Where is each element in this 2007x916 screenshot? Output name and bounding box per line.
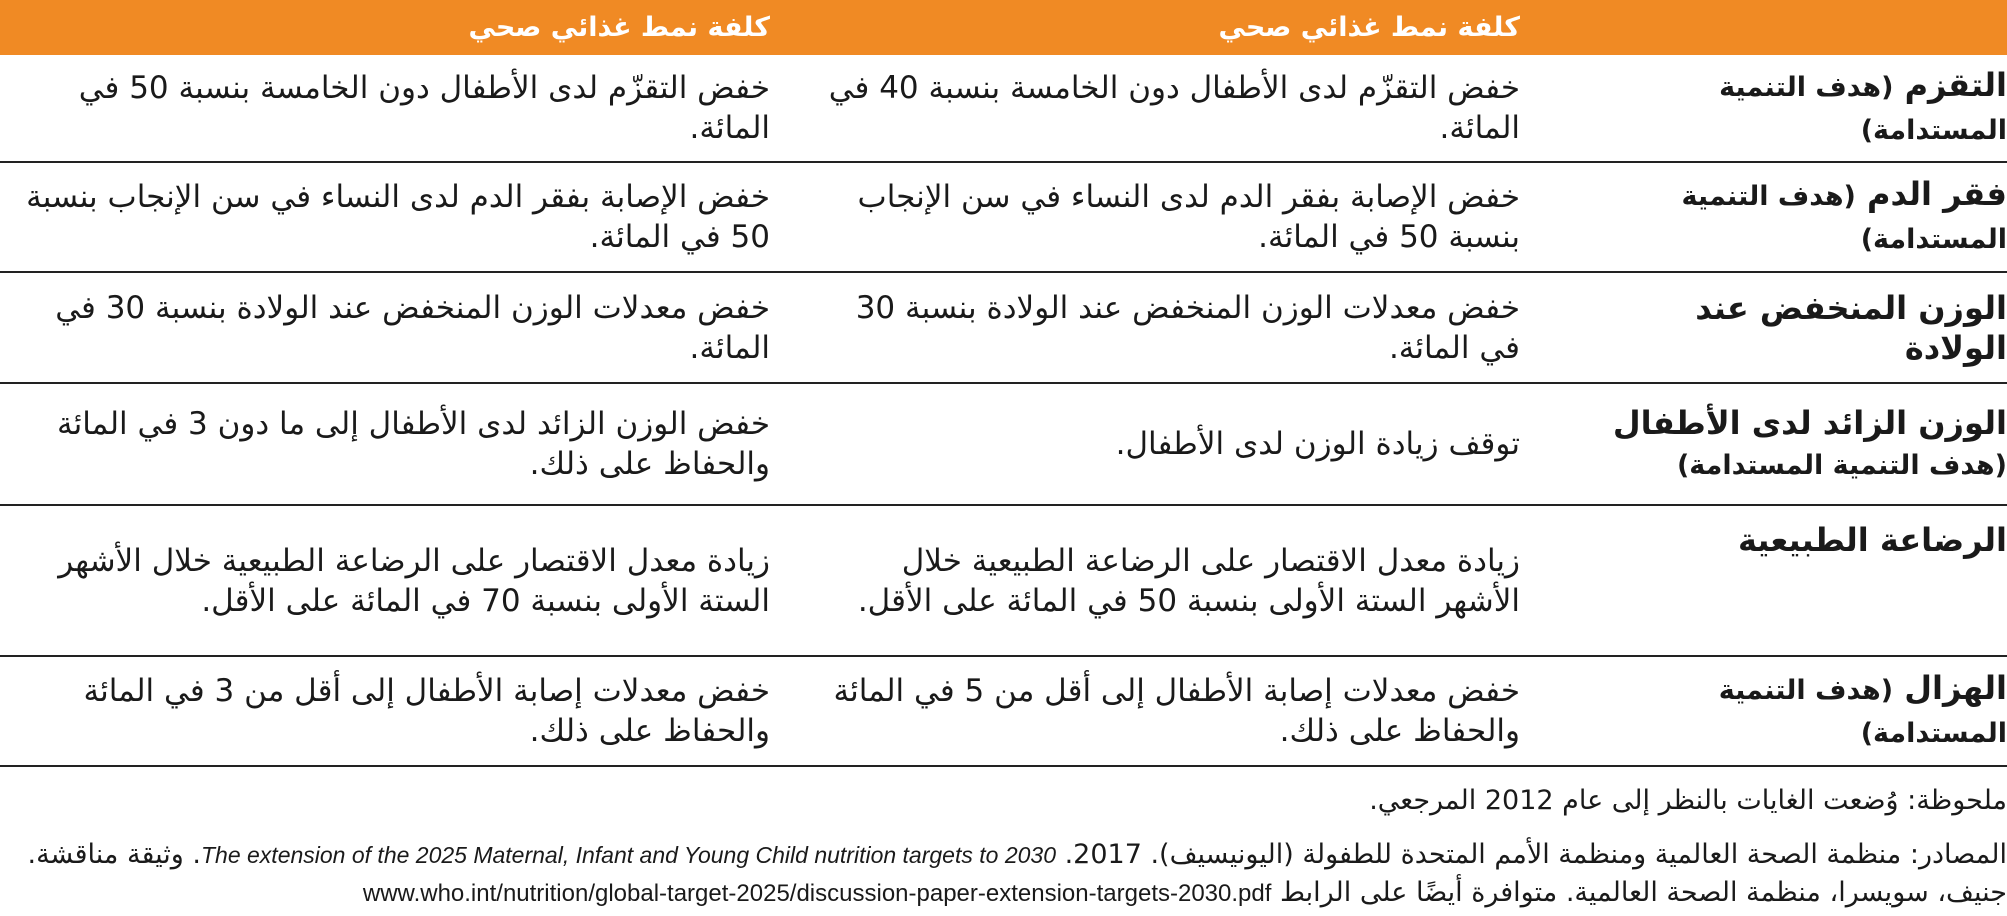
row-label-title: الوزن الزائد لدى الأطفال — [1612, 403, 2007, 442]
header-label-column — [1554, 0, 2007, 55]
table-row — [0, 383, 2007, 505]
target-2030-cell: خفض معدلات إصابة الأطفال إلى أقل من 3 في المائة والحفاظ على ذلك. — [83, 673, 770, 749]
table-row — [0, 656, 2007, 766]
target-2025-cell: خفض معدلات إصابة الأطفال إلى أقل من 5 في المائة والحفاظ على ذلك. — [833, 673, 1520, 749]
target-2025-cell: خفض الإصابة بفقر الدم لدى النساء في سن الإنجاب بنسبة 50 في المائة. — [857, 179, 1520, 255]
target-2030-cell: خفض التقزّم لدى الأطفال دون الخامسة بنسبة 50 في المائة. — [78, 70, 770, 146]
row-label-title: الوزن المنخفض عند الولادة — [1695, 288, 2007, 367]
target-2025-cell: توقف زيادة الوزن لدى الأطفال. — [1115, 426, 1520, 462]
target-2030-cell: زيادة معدل الاقتصار على الرضاعة الطبيعية خلال الأشهر الستة الأولى بنسبة 70 في المائة على الأقل. — [58, 542, 770, 619]
source-url-link[interactable]: www.who.int/nutrition/global-target-2025/discussion-paper-extension-targets-2030.pdf — [362, 880, 1272, 907]
table-header — [0, 0, 2007, 55]
target-2030-cell: خفض معدلات الوزن المنخفض عند الولادة بنسبة 30 في المائة. — [55, 289, 770, 366]
target-2025-cell: خفض معدلات الوزن المنخفض عند الولادة بنسبة 30 في المائة. — [855, 289, 1520, 366]
header-row — [0, 0, 2007, 55]
row-label-note: (هدف التنمية المستدامة) — [1676, 449, 2007, 481]
table-notes — [0, 782, 2007, 913]
row-label — [1554, 383, 2007, 505]
header-target-2025: كلفة نمط غذائي صحي — [804, 0, 1554, 55]
row-label-title: التقزم — [1904, 66, 2007, 104]
row-label-note: (هدف التنمية المستدامة) — [1719, 72, 2007, 146]
row-label-note: (هدف التنمية المستدامة) — [1681, 181, 2007, 255]
row-label — [1554, 272, 2007, 383]
table-body — [0, 55, 2007, 766]
target-2030-cell: خفض الإصابة بفقر الدم لدى النساء في سن الإنجاب بنسبة 50 في المائة. — [26, 179, 770, 255]
row-label-title: الرضاعة الطبيعية — [1737, 521, 2007, 559]
target-2030-cell: خفض الوزن الزائد لدى الأطفال إلى ما دون 3 في المائة والحفاظ على ذلك. — [56, 406, 770, 482]
row-label — [1554, 505, 2007, 656]
target-2025-cell: خفض التقزّم لدى الأطفال دون الخامسة بنسبة 40 في المائة. — [828, 70, 1520, 146]
source-suffix: . وثيقة مناقشة. جنيف، سويسرا، منظمة الصحة العالمية. متوافرة أيضًا على الرابط — [27, 839, 2007, 908]
row-label — [1554, 656, 2007, 766]
sources-note — [0, 836, 2007, 913]
row-label-title: فقر الدم — [1867, 175, 2007, 213]
row-label-title: الهزال — [1904, 669, 2007, 707]
header-target-2030: كلفة نمط غذائي صحي — [0, 0, 804, 55]
table-row — [0, 505, 2007, 656]
row-label-note: (هدف التنمية المستدامة) — [1718, 675, 2007, 749]
table-row — [0, 272, 2007, 383]
source-prefix: المصادر: منظمة الصحة العالمية ومنظمة الأمم المتحدة للطفولة (اليونيسيف). 2017. — [1064, 839, 2007, 870]
source-title: The extension of the 2025 Maternal, Infant and Young Child nutrition targets to 2030 — [200, 842, 1056, 868]
row-label — [1554, 55, 2007, 162]
row-label — [1554, 162, 2007, 272]
baseline-note: ملحوظة: وُضعت الغايات بالنظر إلى عام 2012 المرجعي. — [1369, 785, 2007, 816]
target-2025-cell: زيادة معدل الاقتصار على الرضاعة الطبيعية خلال الأشهر الستة الأولى بنسبة 50 في المائة على الأقل. — [857, 542, 1520, 619]
table-row — [0, 162, 2007, 272]
table-row — [0, 55, 2007, 162]
